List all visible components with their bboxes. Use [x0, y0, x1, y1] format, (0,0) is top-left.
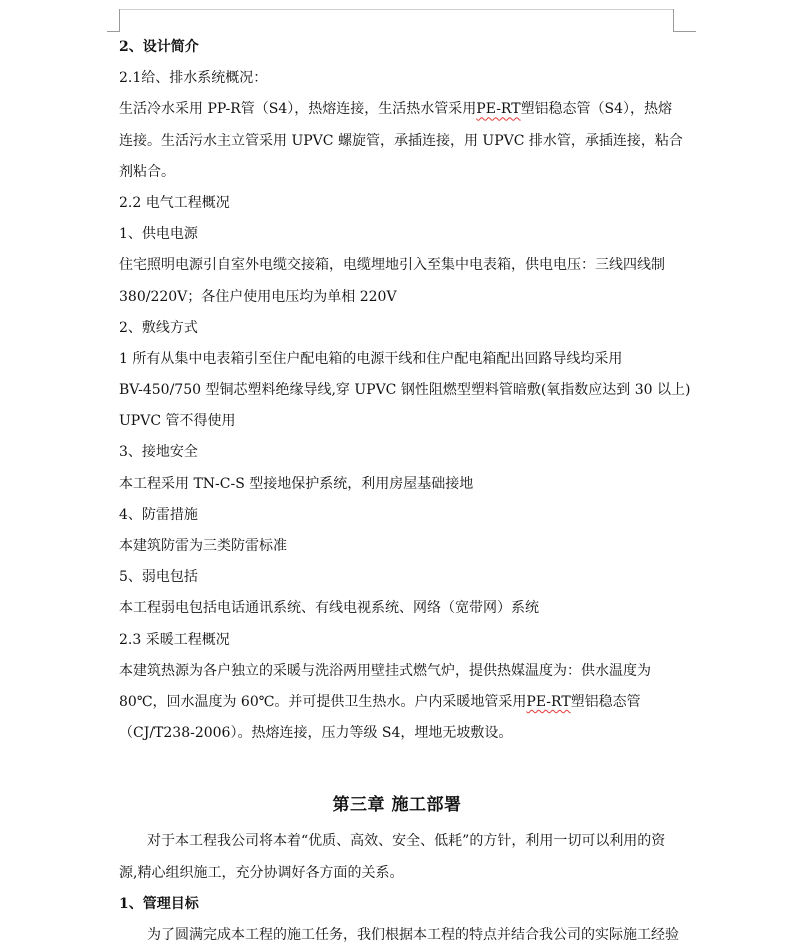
- paragraph-line: 1 所有从集中电表箱引至住户配电箱的电源干线和住户配电箱配出回路导线均采用: [119, 350, 623, 367]
- paragraph-line: 本建筑热源为各户独立的采暖与洗浴两用壁挂式燃气炉，提供热媒温度为：供水温度为: [119, 662, 651, 679]
- paragraph-line: 本工程弱电包括电话通讯系统、有线电视系统、网络（宽带网）系统: [119, 600, 539, 617]
- item-heading: 5、弱电包括: [119, 569, 198, 586]
- spellcheck-word: PE-RT: [476, 101, 521, 118]
- text-run: 生活冷水采用 PP-R管（S4），热熔连接，生活热水管采用: [119, 101, 477, 118]
- text-run: 塑铝稳态管（S4），热熔: [520, 101, 673, 118]
- document-body: [119, 32, 691, 951]
- blank-space: [119, 749, 675, 788]
- spellcheck-word: PE-RT: [526, 693, 571, 710]
- paragraph-line: 连接。生活污水主立管采用 UPVC 螺旋管，承插连接，用 UPVC 排水管，承插连接，粘合: [119, 132, 683, 149]
- paragraph-line: BV-450/750 型铜芯塑料绝缘导线,穿 UPVC 钢性阻燃型塑料管暗敷(氧指数应达到 30 以上): [119, 382, 691, 399]
- paragraph-line: 为了圆满完成本工程的施工任务，我们根据本工程的特点并结合我公司的实际施工经验: [147, 926, 679, 943]
- subheading-electric: 2.2 电气工程概况: [119, 194, 230, 211]
- paragraph-line: UPVC 管不得使用: [119, 413, 236, 430]
- chapter-title: 第三章 施工部署: [332, 795, 462, 816]
- item-heading: 2、敷线方式: [119, 319, 198, 336]
- item-heading: 4、防雷措施: [119, 506, 198, 523]
- paragraph-line: 380/220V；各住户使用电压均为单相 220V: [119, 288, 397, 305]
- crop-mark-right: [673, 9, 696, 32]
- paragraph-line: [119, 94, 675, 125]
- paragraph-line: 本建筑防雷为三类防雷标准: [119, 538, 287, 554]
- section-heading-goals: 1、管理目标: [119, 895, 199, 912]
- item-heading: 3、接地安全: [119, 444, 198, 461]
- text-run: 塑铝稳态管: [570, 693, 641, 710]
- page-top-edge: [119, 9, 673, 10]
- item-heading: 1、供电电源: [119, 226, 198, 243]
- text-run: 80℃，回水温度为 60℃。并可提供卫生热水。户内采暖地管采用: [119, 693, 527, 710]
- paragraph-line: [119, 687, 675, 718]
- paragraph-line: 本工程采用 TN-C-S 型接地保护系统，利用房屋基础接地: [119, 475, 474, 492]
- paragraph-line: 对于本工程我公司将本着“优质、高效、安全、低耗”的方针，利用一切可以利用的资: [147, 833, 666, 850]
- crop-mark-left: [107, 9, 120, 32]
- subheading-water: 2.1给、排水系统概况：: [119, 70, 268, 87]
- paragraph-line: 住宅照明电源引自室外电缆交接箱，电缆埋地引入至集中电表箱，供电电压：三线四线制: [119, 257, 665, 274]
- paragraph-line: 剂粘合。: [119, 163, 175, 180]
- section-heading-design: 2、设计简介: [119, 39, 199, 55]
- paragraph-line: （CJ/T238-2006）。热熔连接，压力等级 S4，埋地无坡敷设。: [119, 725, 513, 742]
- paragraph-line: 源,精心组织施工，充分协调好各方面的关系。: [119, 864, 404, 881]
- subheading-heating: 2.3 采暖工程概况: [119, 631, 230, 648]
